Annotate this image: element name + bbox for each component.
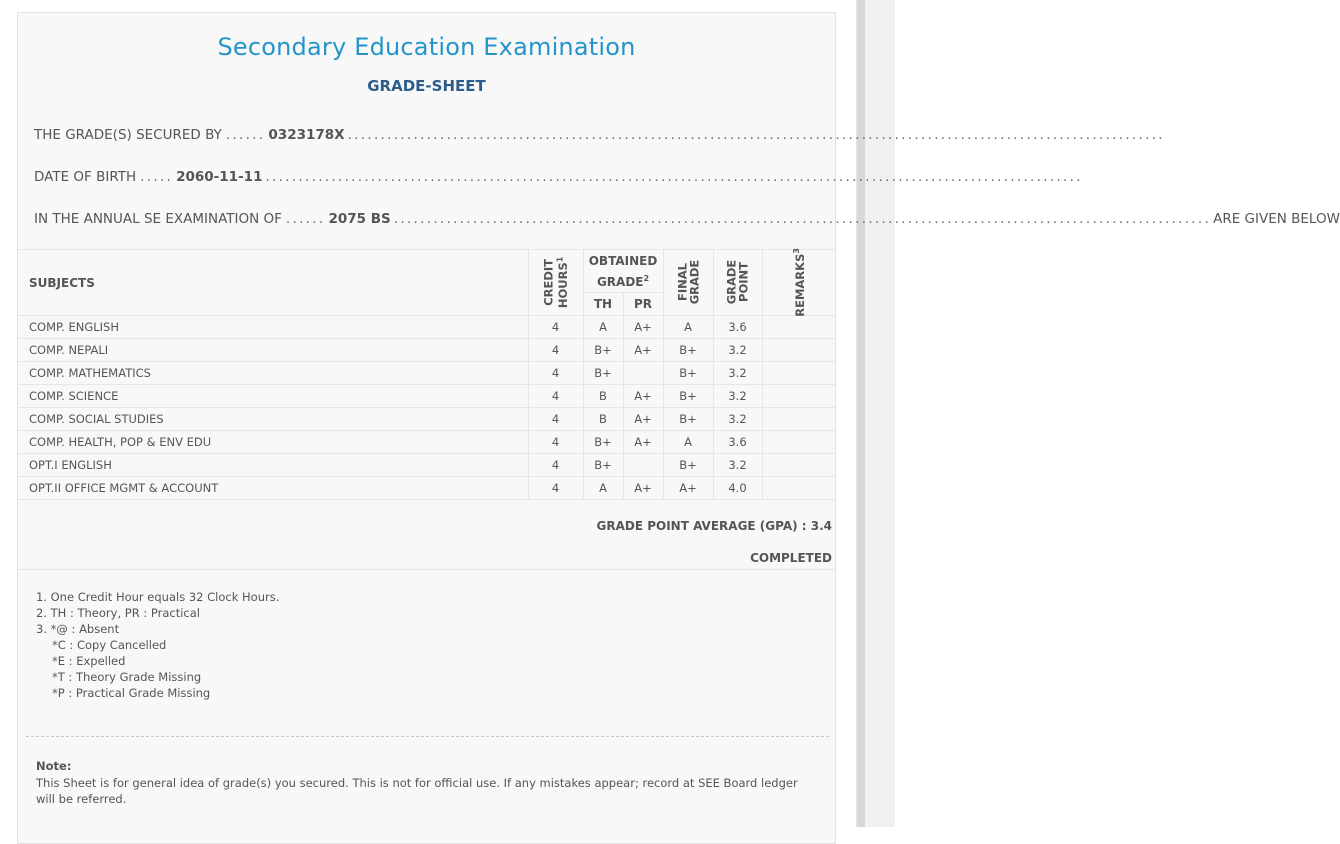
remarks-cell bbox=[762, 454, 835, 477]
remarks-cell bbox=[762, 477, 835, 500]
date-of-birth-line bbox=[34, 169, 1083, 185]
final-grade-cell: B+ bbox=[663, 339, 713, 362]
secured-by-line bbox=[34, 127, 1165, 143]
practical-grade-cell bbox=[623, 362, 663, 385]
exam-title: Secondary Education Examination bbox=[217, 33, 636, 61]
theory-grade-cell: B bbox=[583, 408, 623, 431]
remarks-text: REMARKS bbox=[793, 253, 808, 317]
footnote-ref: 1 bbox=[555, 256, 565, 262]
remarks-header bbox=[762, 247, 835, 317]
grade-point-cell: 3.6 bbox=[713, 431, 762, 454]
final-grade-cell: B+ bbox=[663, 454, 713, 477]
leader-dots: ..... bbox=[140, 169, 174, 185]
final-grade-cell: A bbox=[663, 431, 713, 454]
theory-grade-cell: B+ bbox=[583, 339, 623, 362]
table-row bbox=[18, 431, 835, 454]
page-scrollbar[interactable] bbox=[856, 0, 895, 827]
dob-label: DATE OF BIRTH bbox=[34, 169, 137, 185]
point-text: POINT bbox=[736, 262, 751, 302]
practical-grade-cell: A+ bbox=[623, 408, 663, 431]
grade-point-cell: 3.2 bbox=[713, 454, 762, 477]
remarks-cell bbox=[762, 431, 835, 454]
theory-grade-cell: B+ bbox=[583, 362, 623, 385]
note-body: This Sheet is for general idea of grade(s) you secured. This is not for official use. If any mistakes appear; record at SEE Board ledger will be referred. bbox=[36, 776, 798, 806]
obtained-text: OBTAINED bbox=[588, 253, 658, 268]
table-row bbox=[18, 408, 835, 431]
final-grade-cell: B+ bbox=[663, 385, 713, 408]
divider bbox=[18, 569, 835, 570]
exam-year-line bbox=[34, 211, 1340, 227]
grade-point-cell: 3.2 bbox=[713, 362, 762, 385]
practical-grade-cell: A+ bbox=[623, 385, 663, 408]
grade-point-cell: 3.2 bbox=[713, 408, 762, 431]
credit-cell: 4 bbox=[528, 385, 583, 408]
subjects-header: SUBJECTS bbox=[18, 250, 528, 316]
credit-cell: 4 bbox=[528, 362, 583, 385]
note-heading: Note: bbox=[36, 759, 72, 773]
scrollbar-track bbox=[857, 0, 865, 827]
final-grade-cell: B+ bbox=[663, 408, 713, 431]
table-row bbox=[18, 385, 835, 408]
table-row bbox=[18, 477, 835, 500]
footnote-subitem: *C : Copy Cancelled bbox=[52, 638, 167, 652]
final-grade-cell: A+ bbox=[663, 477, 713, 500]
subject-cell: COMP. HEALTH, POP & ENV EDU bbox=[18, 431, 528, 454]
leader-dots: ...... bbox=[285, 211, 326, 227]
final-grade-cell: A bbox=[663, 316, 713, 339]
footnote-item: 2. TH : Theory, PR : Practical bbox=[36, 606, 200, 620]
footnotes bbox=[36, 589, 279, 701]
exam-label: IN THE ANNUAL SE EXAMINATION OF bbox=[34, 211, 282, 227]
remarks-cell bbox=[762, 339, 835, 362]
table-header-row bbox=[18, 250, 835, 293]
leader-dots: ............................................................................................................................ bbox=[393, 211, 1212, 227]
practical-grade-cell: A+ bbox=[623, 431, 663, 454]
grade-point-cell: 3.2 bbox=[713, 385, 762, 408]
remarks-cell bbox=[762, 385, 835, 408]
practical-header: PR bbox=[623, 293, 663, 316]
footnote-ref: 2 bbox=[643, 273, 650, 283]
theory-header: TH bbox=[583, 293, 623, 316]
practical-grade-cell bbox=[623, 454, 663, 477]
table-row bbox=[18, 454, 835, 477]
credit-hours-header bbox=[528, 250, 583, 316]
practical-grade-cell: A+ bbox=[623, 316, 663, 339]
remarks-cell bbox=[762, 362, 835, 385]
subject-cell: COMP. SCIENCE bbox=[18, 385, 528, 408]
dashed-divider bbox=[26, 736, 829, 737]
grade-rows bbox=[18, 316, 835, 500]
remarks-cell bbox=[762, 408, 835, 431]
practical-grade-cell: A+ bbox=[623, 339, 663, 362]
gpa-summary: GRADE POINT AVERAGE (GPA) : 3.4 bbox=[596, 519, 832, 533]
final-grade-header bbox=[663, 250, 713, 316]
subject-cell: OPT.II OFFICE MGMT & ACCOUNT bbox=[18, 477, 528, 500]
remarks-cell bbox=[762, 316, 835, 339]
subject-cell: COMP. SOCIAL STUDIES bbox=[18, 408, 528, 431]
footnote-subitem: *T : Theory Grade Missing bbox=[52, 670, 202, 684]
table-row bbox=[18, 362, 835, 385]
final-text: FINAL bbox=[674, 263, 689, 302]
credit-cell: 4 bbox=[528, 316, 583, 339]
subject-cell: OPT.I ENGLISH bbox=[18, 454, 528, 477]
grade-point-header bbox=[713, 250, 762, 316]
subject-cell: COMP. ENGLISH bbox=[18, 316, 528, 339]
grades-table bbox=[18, 249, 835, 500]
footnote-subitem: *P : Practical Grade Missing bbox=[52, 686, 211, 700]
exam-year: 2075 BS bbox=[328, 211, 391, 227]
subject-cell: COMP. MATHEMATICS bbox=[18, 362, 528, 385]
grade-text: GRADE bbox=[596, 274, 644, 289]
theory-grade-cell: B+ bbox=[583, 431, 623, 454]
footnote-subitem: *E : Expelled bbox=[52, 654, 126, 668]
credit-cell: 4 bbox=[528, 408, 583, 431]
table-row bbox=[18, 316, 835, 339]
theory-grade-cell: A bbox=[583, 316, 623, 339]
subject-cell: COMP. NEPALI bbox=[18, 339, 528, 362]
grade-point-cell: 4.0 bbox=[713, 477, 762, 500]
leader-dots: ............................................................................................................................ bbox=[347, 127, 1165, 143]
footnote-ref: 3 bbox=[792, 247, 802, 254]
grade-point-cell: 3.6 bbox=[713, 316, 762, 339]
grade-sheet-heading: GRADE-SHEET bbox=[367, 77, 486, 95]
footnote-item: 3. *@ : Absent bbox=[36, 622, 120, 636]
grade-sheet bbox=[17, 12, 1340, 844]
grade-text: GRADE bbox=[686, 259, 701, 305]
result-status: COMPLETED bbox=[750, 551, 832, 565]
given-below-label: ARE GIVEN BELOW bbox=[1213, 211, 1340, 227]
theory-grade-cell: B bbox=[583, 385, 623, 408]
leader-dots: ...... bbox=[225, 127, 266, 143]
theory-grade-cell: A bbox=[583, 477, 623, 500]
credit-cell: 4 bbox=[528, 339, 583, 362]
footnote-item: 1. One Credit Hour equals 32 Clock Hours. bbox=[36, 590, 280, 604]
credit-cell: 4 bbox=[528, 454, 583, 477]
leader-dots: ............................................................................................................................ bbox=[265, 169, 1083, 185]
hours-text: HOURS bbox=[555, 261, 570, 308]
credit-text: CREDIT bbox=[541, 258, 556, 306]
obtained-grade-header bbox=[583, 250, 663, 293]
theory-grade-cell: B+ bbox=[583, 454, 623, 477]
credit-cell: 4 bbox=[528, 477, 583, 500]
grade-point-cell: 3.2 bbox=[713, 339, 762, 362]
table-row bbox=[18, 339, 835, 362]
final-grade-cell: B+ bbox=[663, 362, 713, 385]
practical-grade-cell: A+ bbox=[623, 477, 663, 500]
grade-text: GRADE bbox=[724, 259, 739, 305]
dob-value: 2060-11-11 bbox=[176, 169, 263, 185]
credit-cell: 4 bbox=[528, 431, 583, 454]
symbol-number: 0323178X bbox=[268, 127, 345, 143]
secured-by-label: THE GRADE(S) SECURED BY bbox=[34, 127, 222, 143]
